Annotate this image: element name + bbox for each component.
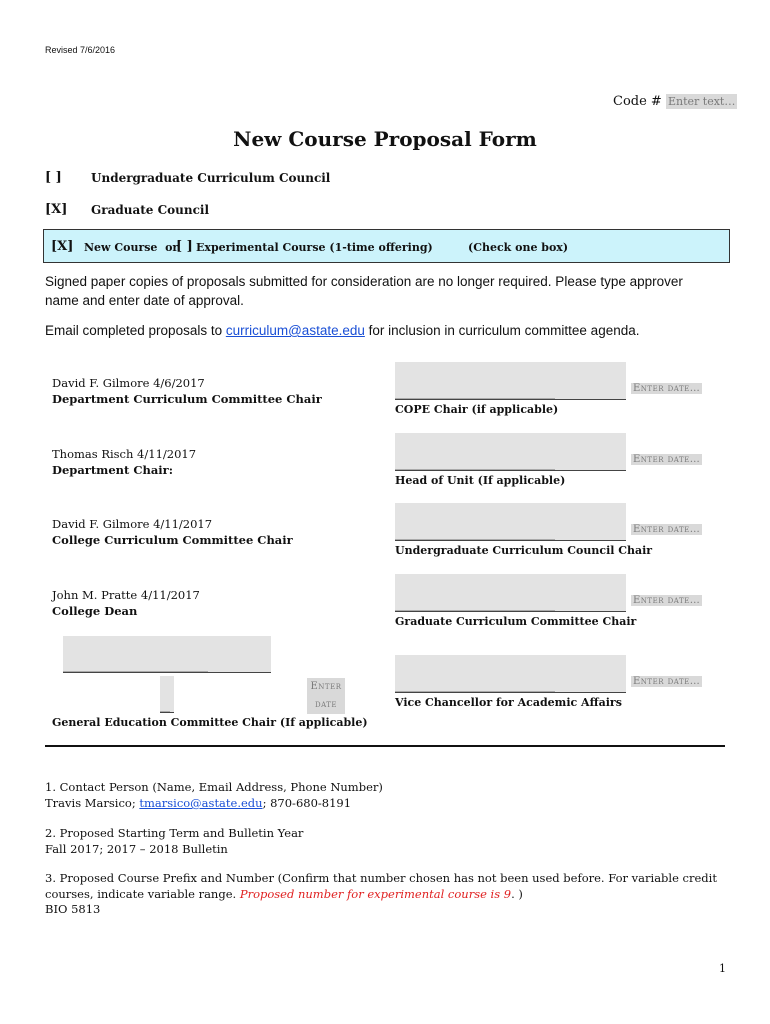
approver-role: Department Curriculum Committee Chair	[52, 392, 322, 406]
approver-role: Department Chair:	[52, 463, 173, 477]
undergraduate-council-label: Undergraduate Curriculum Council	[91, 171, 331, 185]
experimental-course-label: Experimental Course (1-time offering)	[196, 241, 433, 254]
experimental-number-note: Proposed number for experimental course is 9	[239, 886, 512, 901]
gen-ed-signature-stub[interactable]: __	[160, 676, 174, 713]
date-field[interactable]: Enter date…	[633, 454, 701, 465]
contact-name: Travis Marsico;	[45, 796, 140, 810]
code-input[interactable]: Enter text…	[667, 95, 736, 108]
approver-role: College Curriculum Committee Chair	[52, 533, 293, 547]
approval-head-of-unit	[395, 433, 725, 493]
item-question: 1. Contact Person (Name, Email Address, Phone Number)	[45, 780, 383, 794]
item-question	[45, 871, 717, 902]
question-text: 3. Proposed Course Prefix and Number (Confirm that number chosen has not been used before. For variable credit courses, indicate variable range.	[45, 871, 717, 901]
item-answer	[45, 795, 725, 811]
approver-role: College Dean	[52, 604, 138, 618]
checkbox-experimental-course[interactable]: [ ]	[176, 239, 193, 254]
section-divider	[45, 745, 725, 747]
signature-field[interactable]: ________________________________	[395, 574, 626, 612]
check-one-note: (Check one box)	[468, 241, 569, 254]
email-post-text: for inclusion in curriculum committee agenda.	[364, 323, 640, 338]
course-type-box	[43, 229, 730, 263]
question-end: . )	[511, 886, 523, 901]
approver-role: Vice Chancellor for Academic Affairs	[395, 696, 622, 709]
date-field[interactable]: Enter date…	[633, 676, 701, 687]
gen-ed-date-field[interactable]	[307, 678, 345, 714]
contact-phone: ; 870-680-8191	[262, 796, 352, 810]
date-field[interactable]: Enter date…	[633, 383, 701, 394]
contact-email-link[interactable]: tmarsico@astate.edu	[139, 796, 263, 810]
checkbox-undergraduate[interactable]: [ ]	[45, 170, 62, 185]
signature-field[interactable]: ________________________________	[395, 362, 626, 400]
code-field	[613, 94, 737, 109]
gen-ed-signature-field[interactable]: _____________________________	[63, 636, 271, 673]
approval-college-dean	[52, 587, 200, 619]
signature-field[interactable]: ________________________________	[395, 503, 626, 541]
email-instructions	[45, 323, 725, 338]
signature-field[interactable]: ________________________________	[395, 655, 626, 693]
approver-role: COPE Chair (if applicable)	[395, 403, 559, 416]
date-field-line2: date	[314, 699, 338, 710]
revised-date: Revised 7/6/2016	[45, 45, 116, 55]
curriculum-email-link[interactable]: curriculum@astate.edu	[225, 323, 365, 338]
checkbox-graduate[interactable]: [X]	[45, 202, 68, 217]
date-field-line1: Enter	[310, 681, 342, 692]
signature-field[interactable]: ________________________________	[395, 433, 626, 471]
graduate-council-label: Graduate Council	[91, 203, 210, 217]
item-course-prefix	[45, 871, 717, 918]
gen-ed-role: General Education Committee Chair (If applicable)	[52, 716, 368, 729]
new-course-label: New Course or	[84, 241, 179, 254]
item-answer: BIO 5813	[45, 902, 101, 916]
date-field[interactable]: Enter date…	[633, 595, 701, 606]
code-label: Code #	[613, 94, 662, 109]
item-answer: Fall 2017; 2017 – 2018 Bulletin	[45, 842, 228, 856]
approver-role: Undergraduate Curriculum Council Chair	[395, 544, 653, 557]
approver-name: Thomas Risch 4/11/2017	[52, 447, 197, 461]
approval-cope-chair	[395, 362, 725, 422]
date-field[interactable]: Enter date…	[633, 524, 701, 535]
approval-dept-curriculum	[52, 375, 322, 407]
page-number: 1	[719, 962, 726, 975]
approver-name: David F. Gilmore 4/6/2017	[52, 376, 205, 390]
page-title: New Course Proposal Form	[233, 127, 537, 151]
approval-college-curriculum	[52, 516, 293, 548]
item-question: 2. Proposed Starting Term and Bulletin Year	[45, 826, 304, 840]
email-pre-text: Email completed proposals to	[45, 323, 226, 338]
approval-gcc-chair	[395, 574, 725, 634]
item-contact-person	[45, 779, 725, 811]
signed-copies-note: Signed paper copies of proposals submitted for consideration are no longer required. Please type approver name and enter date of approval.	[45, 274, 683, 308]
approval-dept-chair	[52, 446, 196, 478]
checkbox-new-course[interactable]: [X]	[51, 239, 74, 254]
approval-vc-academic-affairs	[395, 655, 725, 715]
item-starting-term	[45, 825, 725, 857]
approver-name: David F. Gilmore 4/11/2017	[52, 517, 213, 531]
approver-name: John M. Pratte 4/11/2017	[52, 588, 200, 602]
approver-role: Head of Unit (If applicable)	[395, 474, 566, 487]
approval-ugcc-chair	[395, 503, 725, 563]
approver-role: Graduate Curriculum Committee Chair	[395, 615, 637, 628]
